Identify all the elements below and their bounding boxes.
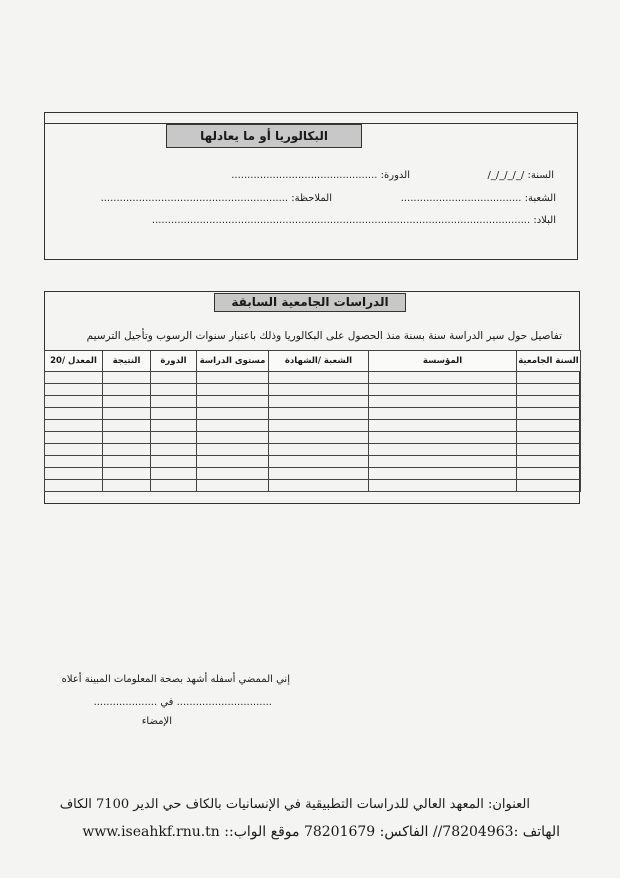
table-cell[interactable] [197, 432, 269, 444]
table-cell[interactable] [103, 384, 151, 396]
table-cell[interactable] [369, 456, 517, 468]
table-cell[interactable] [369, 480, 517, 492]
table-cell[interactable] [269, 456, 369, 468]
table-cell[interactable] [269, 480, 369, 492]
table-cell[interactable] [197, 372, 269, 384]
table-cell[interactable] [151, 372, 197, 384]
table-cell[interactable] [45, 396, 103, 408]
table-cell[interactable] [517, 432, 581, 444]
column-header: الشعبة /الشهادة [269, 351, 369, 372]
studies-section-title: الدراسات الجامعية السابقة [214, 293, 406, 312]
table-cell[interactable] [517, 456, 581, 468]
table-cell[interactable] [45, 444, 103, 456]
certification-statement: إني الممضي أسفله أشهد بصحة المعلومات المبينة أعلاه [61, 674, 290, 685]
bac-remark-label: الملاحظة: [291, 193, 332, 204]
table-cell[interactable] [45, 384, 103, 396]
signature-place-date[interactable]: .............................. في .................... [93, 697, 272, 708]
table-cell[interactable] [151, 384, 197, 396]
table-cell[interactable] [517, 408, 581, 420]
table-cell[interactable] [517, 468, 581, 480]
table-cell[interactable] [151, 468, 197, 480]
table-cell[interactable] [151, 420, 197, 432]
footer-address: العنوان: المعهد العالي للدراسات التطبيقية في الإنسانيات بالكاف حي الدير 7100 الكاف [59, 797, 530, 812]
table-cell[interactable] [151, 408, 197, 420]
bac-remark-dots: ........................................................... [100, 193, 289, 204]
bac-stream-label: الشعبة: [524, 193, 556, 204]
table-cell[interactable] [517, 444, 581, 456]
table-row [45, 408, 581, 420]
bac-session-label: الدورة: [380, 170, 410, 181]
table-cell[interactable] [197, 396, 269, 408]
table-row [45, 456, 581, 468]
column-header: النتيجة [103, 351, 151, 372]
table-cell[interactable] [517, 420, 581, 432]
table-cell[interactable] [269, 396, 369, 408]
table-cell[interactable] [197, 480, 269, 492]
table-row [45, 396, 581, 408]
table-cell[interactable] [45, 408, 103, 420]
bac-country-dots: ....................................................................................................................... [151, 215, 531, 226]
bac-year-value: /_/_/_/_/ [487, 170, 525, 181]
table-cell[interactable] [197, 420, 269, 432]
table-cell[interactable] [45, 456, 103, 468]
bac-stream-field[interactable] [401, 193, 556, 204]
column-header: الدورة [151, 351, 197, 372]
table-cell[interactable] [103, 444, 151, 456]
table-row [45, 372, 581, 384]
studies-history-table [44, 350, 581, 492]
table-cell[interactable] [369, 444, 517, 456]
table-cell[interactable] [151, 444, 197, 456]
table-row [45, 468, 581, 480]
table-cell[interactable] [517, 372, 581, 384]
table-row [45, 384, 581, 396]
table-cell[interactable] [45, 480, 103, 492]
table-cell[interactable] [197, 444, 269, 456]
table-cell[interactable] [45, 420, 103, 432]
table-cell[interactable] [151, 432, 197, 444]
table-cell[interactable] [369, 396, 517, 408]
table-body [45, 372, 581, 492]
table-cell[interactable] [369, 432, 517, 444]
table-cell[interactable] [269, 408, 369, 420]
table-cell[interactable] [197, 408, 269, 420]
studies-description: تفاصيل حول سير الدراسة سنة بسنة منذ الحصول على البكالوريا وذلك باعتبار سنوات الرسوب وتأجيل الترسيم [86, 330, 562, 342]
table-cell[interactable] [369, 384, 517, 396]
table-cell[interactable] [269, 420, 369, 432]
footer-contact: الهاتف :78204963// الفاكس: 78201679 موقع الواب:: www.iseahkf.rnu.tn [82, 824, 560, 840]
table-cell[interactable] [269, 384, 369, 396]
column-header: السنة الجامعية [517, 351, 581, 372]
table-cell[interactable] [45, 468, 103, 480]
table-cell[interactable] [369, 372, 517, 384]
table-row [45, 444, 581, 456]
table-cell[interactable] [45, 372, 103, 384]
bac-year-label: السنة: [527, 170, 554, 181]
bac-remark-field[interactable] [101, 193, 332, 204]
table-cell[interactable] [269, 372, 369, 384]
table-cell[interactable] [151, 456, 197, 468]
bac-country-field[interactable] [152, 215, 556, 226]
bac-session-dots: .............................................. [231, 170, 378, 181]
signature-label: الإمضاء [141, 716, 172, 727]
table-cell[interactable] [103, 468, 151, 480]
column-header: المعدل /20 [45, 351, 103, 372]
table-cell[interactable] [197, 456, 269, 468]
table-cell[interactable] [45, 432, 103, 444]
table-cell[interactable] [197, 468, 269, 480]
table-row [45, 480, 581, 492]
table-cell[interactable] [103, 480, 151, 492]
table-cell[interactable] [517, 384, 581, 396]
bac-country-label: البلاد: [533, 215, 556, 226]
bac-session-field[interactable] [231, 170, 410, 181]
table-cell[interactable] [517, 396, 581, 408]
table-cell[interactable] [517, 480, 581, 492]
bac-year-field[interactable] [487, 170, 554, 181]
table-header-row [45, 351, 581, 372]
table-cell[interactable] [103, 408, 151, 420]
table-cell[interactable] [269, 432, 369, 444]
table-cell[interactable] [269, 468, 369, 480]
table-cell[interactable] [103, 432, 151, 444]
table-cell[interactable] [103, 396, 151, 408]
table-cell[interactable] [369, 468, 517, 480]
table-cell[interactable] [151, 396, 197, 408]
table-cell[interactable] [269, 444, 369, 456]
table-row [45, 432, 581, 444]
table-cell[interactable] [369, 420, 517, 432]
table-row [45, 420, 581, 432]
table-cell[interactable] [103, 420, 151, 432]
bac-section-title: البكالوريا أو ما يعادلها [166, 124, 362, 148]
column-header: مستوى الدراسة [197, 351, 269, 372]
table-cell[interactable] [151, 480, 197, 492]
table-cell[interactable] [103, 456, 151, 468]
bac-stream-dots: ...................................... [400, 193, 522, 204]
table-cell[interactable] [369, 408, 517, 420]
column-header: المؤسسة [369, 351, 517, 372]
table-cell[interactable] [197, 384, 269, 396]
table-cell[interactable] [103, 372, 151, 384]
